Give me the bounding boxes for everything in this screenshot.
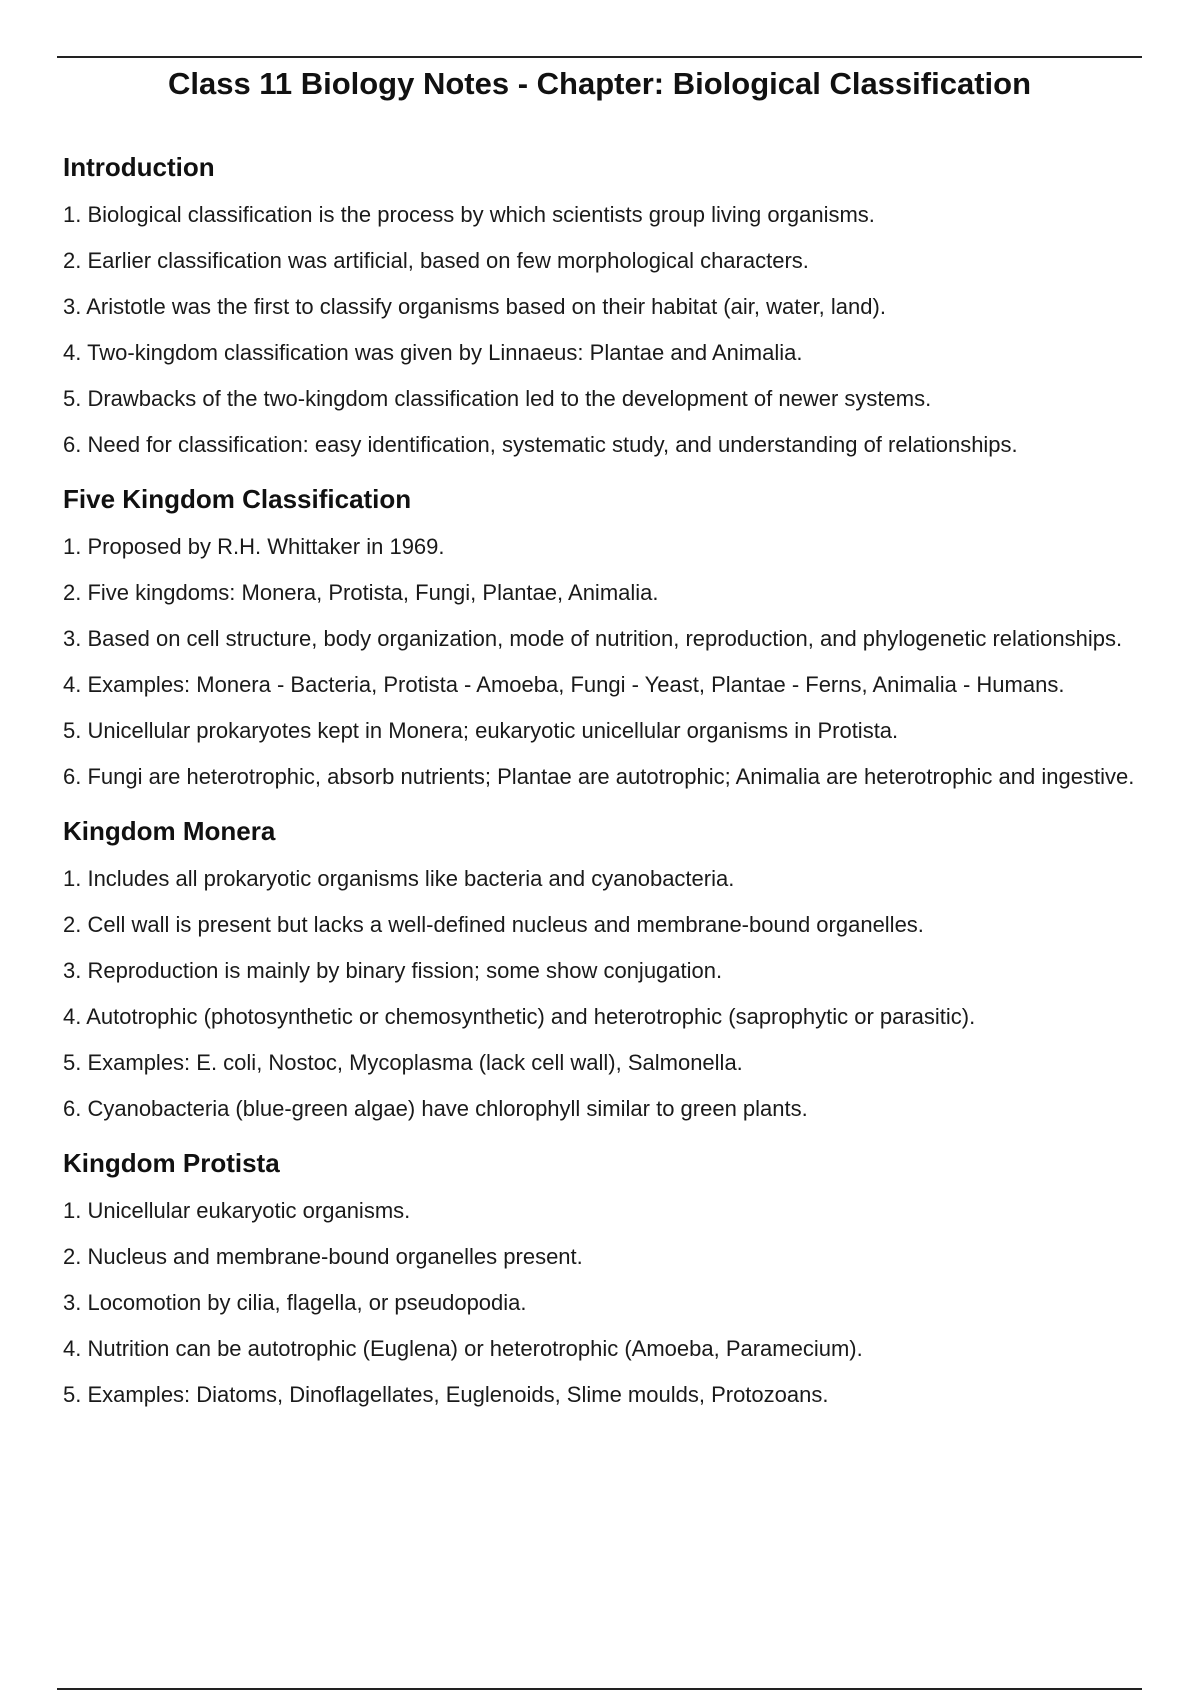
- note-item: 3. Aristotle was the first to classify organisms based on their habitat (air, water, land).: [63, 294, 886, 319]
- note-item: 2. Nucleus and membrane-bound organelles present.: [63, 1244, 583, 1269]
- note-item: 5. Examples: Diatoms, Dinoflagellates, Euglenoids, Slime moulds, Protozoans.: [63, 1382, 829, 1407]
- note-item: 1. Biological classification is the process by which scientists group living organisms.: [63, 202, 875, 227]
- note-item: 2. Earlier classification was artificial, based on few morphological characters.: [63, 248, 809, 273]
- note-list: [63, 524, 1137, 800]
- note-list: [63, 192, 1137, 468]
- note-item: 3. Reproduction is mainly by binary fission; some show conjugation.: [63, 958, 723, 983]
- note-item: 1. Proposed by R.H. Whittaker in 1969.: [63, 534, 445, 559]
- note-item: 4. Two-kingdom classification was given by Linnaeus: Plantae and Animalia.: [63, 340, 803, 365]
- note-item: 1. Includes all prokaryotic organisms like bacteria and cyanobacteria.: [63, 866, 735, 891]
- section-protista: [63, 1146, 1137, 1418]
- note-list: [63, 856, 1137, 1132]
- note-item: 5. Unicellular prokaryotes kept in Monera; eukaryotic unicellular organisms in Protista.: [63, 718, 899, 743]
- note-item: 5. Drawbacks of the two-kingdom classification led to the development of newer systems.: [63, 386, 932, 411]
- note-item: 6. Fungi are heterotrophic, absorb nutrients; Plantae are autotrophic; Animalia are heterotrophic and ingestive.: [63, 764, 1135, 789]
- note-item: 2. Cell wall is present but lacks a well-defined nucleus and membrane-bound organelles.: [63, 912, 924, 937]
- section-heading: Kingdom Monera: [63, 816, 276, 846]
- document-title: Class 11 Biology Notes - Chapter: Biological Classification: [167, 66, 1032, 101]
- note-item: 3. Based on cell structure, body organization, mode of nutrition, reproduction, and phylogenetic relationships.: [63, 626, 1123, 651]
- top-divider: [57, 56, 1142, 58]
- note-item: 6. Need for classification: easy identification, systematic study, and understanding of relationships.: [63, 432, 1018, 457]
- bottom-divider: [57, 1688, 1142, 1690]
- section-monera: [63, 814, 1137, 1132]
- note-item: 4. Autotrophic (photosynthetic or chemosynthetic) and heterotrophic (saprophytic or parasitic).: [63, 1004, 976, 1029]
- section-heading: Introduction: [63, 152, 215, 182]
- note-item: 2. Five kingdoms: Monera, Protista, Fungi, Plantae, Animalia.: [63, 580, 659, 605]
- note-item: 3. Locomotion by cilia, flagella, or pseudopodia.: [63, 1290, 527, 1315]
- note-list: [63, 1188, 1137, 1418]
- section-introduction: [63, 150, 1137, 468]
- note-item: 1. Unicellular eukaryotic organisms.: [63, 1198, 411, 1223]
- note-item: 4. Nutrition can be autotrophic (Euglena) or heterotrophic (Amoeba, Paramecium).: [63, 1336, 863, 1361]
- note-item: 5. Examples: E. coli, Nostoc, Mycoplasma (lack cell wall), Salmonella.: [63, 1050, 743, 1075]
- section-heading: Kingdom Protista: [63, 1148, 280, 1178]
- note-item: 4. Examples: Monera - Bacteria, Protista - Amoeba, Fungi - Yeast, Plantae - Ferns, Animalia - Humans.: [63, 672, 1065, 697]
- document-content: [63, 150, 1137, 1432]
- section-five-kingdom: [63, 482, 1137, 800]
- note-item: 6. Cyanobacteria (blue-green algae) have chlorophyll similar to green plants.: [63, 1096, 808, 1121]
- section-heading: Five Kingdom Classification: [63, 484, 412, 514]
